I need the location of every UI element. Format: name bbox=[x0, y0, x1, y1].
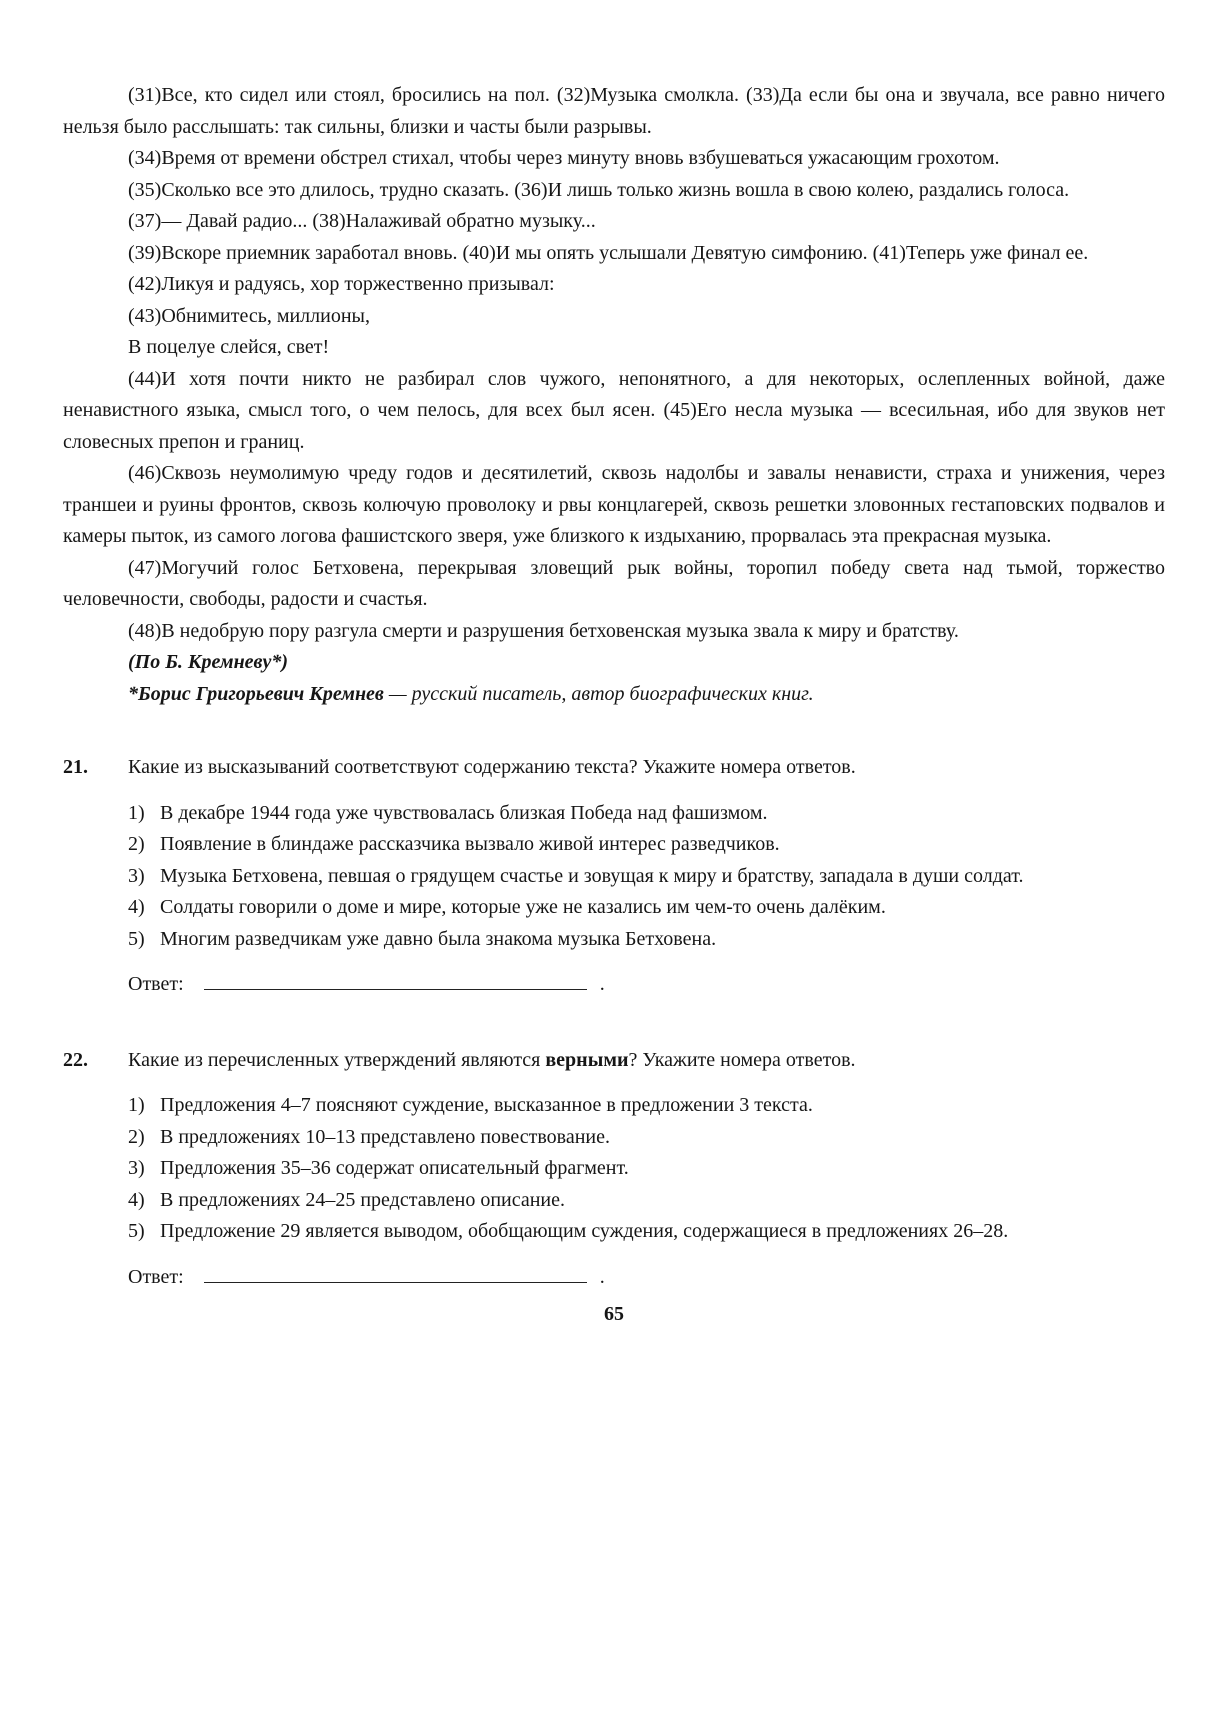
task-header bbox=[63, 752, 1165, 784]
answer-options bbox=[63, 1090, 1165, 1248]
option-item bbox=[128, 1153, 1165, 1185]
passage-paragraph: (37)— Давай радио... (38)Налаживай обратно музыку... bbox=[128, 210, 596, 232]
passage-paragraph: (44)И хотя почти никто не разбирал слов чужого, непонятного, а для некоторых, ослепленных войной, даже ненавистного языка, смысл того, о чем пелось, для всех был ясен. (45)Его несла музыка — всесильная, ибо для звуков нет словесных препон и границ. bbox=[63, 367, 1165, 453]
option-item bbox=[128, 892, 1165, 924]
task-22 bbox=[63, 1045, 1165, 1294]
verse-line: (43)Обнимитесь, миллионы, bbox=[128, 304, 370, 327]
option-number: 2) bbox=[128, 1125, 145, 1148]
passage-paragraph: (46)Сквозь неумолимую чреду годов и десятилетий, сквозь надолбы и завалы ненависти, страха и унижения, через траншеи и руины фронтов, сквозь колючую проволоку и рвы концлагерей, сквозь решетки зловонных гестаповских подвалов и камеры пыток, из самого логова фашистского зверя, уже близкого к издыханию, прорвалась эта прекрасная музыка. bbox=[63, 462, 1165, 547]
answer-row bbox=[128, 1262, 1165, 1294]
option-number: 5) bbox=[128, 1220, 145, 1242]
answer-options bbox=[63, 798, 1165, 956]
passage-paragraph: (47)Могучий голос Бетховена, перекрывая зловещий рык войны, торопил победу света над тьмой, торжество человечности, свободы, радости и счастья. bbox=[63, 556, 1165, 610]
task-number: 21. bbox=[63, 756, 88, 778]
author-footnote bbox=[63, 679, 1165, 711]
option-text: Многим разведчикам уже давно была знакома музыка Бетховена. bbox=[160, 927, 717, 950]
option-item bbox=[128, 924, 1165, 956]
option-text: В предложениях 10–13 представлено повествование. bbox=[160, 1125, 610, 1148]
option-item bbox=[128, 798, 1165, 830]
task-question: Какие из высказываний соответствуют содержанию текста? Укажите номера ответов. bbox=[128, 756, 856, 778]
answer-label: Ответ: bbox=[128, 1265, 184, 1288]
option-number: 3) bbox=[128, 1157, 145, 1179]
answer-suffix: . bbox=[599, 1265, 605, 1288]
source-attribution: (По Б. Кремневу*) bbox=[128, 651, 289, 673]
passage-paragraph: (48)В недобрую пору разгула смерти и разрушения бетховенская музыка звала к миру и братству. bbox=[128, 619, 959, 642]
verse-line: В поцелуе слейся, свет! bbox=[128, 336, 330, 358]
option-number: 5) bbox=[128, 927, 145, 950]
option-text: В предложениях 24–25 представлено описание. bbox=[160, 1188, 566, 1211]
option-text: Появление в блиндаже рассказчика вызвало живой интерес разведчиков. bbox=[160, 833, 780, 855]
option-text: В декабре 1944 года уже чувствовалась близкая Победа над фашизмом. bbox=[160, 801, 768, 824]
task-header bbox=[63, 1045, 1165, 1077]
passage-paragraph: (35)Сколько все это длилось, трудно сказать. (36)И лишь только жизнь вошла в свою колею, раздались голоса. bbox=[128, 178, 1070, 201]
answer-label: Ответ: bbox=[128, 973, 184, 995]
option-text: Солдаты говорили о доме и мире, которые уже не казались им чем-то очень далёким. bbox=[160, 896, 886, 918]
question-emphasis: верными bbox=[545, 1048, 629, 1071]
passage-paragraph: (31)Все, кто сидел или стоял, бросились на пол. (32)Музыка смолкла. (33)Да если бы она и звучала, все равно ничего нельзя было расслышать: так сильны, близки и часты были разрывы. bbox=[63, 84, 1165, 138]
reading-passage bbox=[63, 80, 1165, 710]
task-21 bbox=[63, 752, 1165, 1001]
option-item bbox=[128, 829, 1165, 861]
option-text: Предложение 29 является выводом, обобщающим суждения, содержащиеся в предложениях 26–28. bbox=[160, 1220, 1009, 1242]
option-number: 4) bbox=[128, 1188, 145, 1211]
passage-paragraph: (42)Ликуя и радуясь, хор торжественно призывал: bbox=[128, 273, 555, 295]
answer-blank bbox=[204, 971, 587, 990]
option-text: Предложения 4–7 поясняют суждение, высказанное в предложении 3 текста. bbox=[160, 1094, 813, 1116]
footnote-author-name: *Борис Григорьевич Кремнев bbox=[128, 682, 384, 705]
option-item bbox=[128, 1185, 1165, 1217]
option-item bbox=[128, 1090, 1165, 1122]
footnote-description: — русский писатель, автор биографических книг. bbox=[383, 682, 814, 705]
question-text: ? Укажите номера ответов. bbox=[628, 1048, 856, 1071]
option-item bbox=[128, 1216, 1165, 1248]
option-text: Музыка Бетховена, певшая о грядущем счастье и зовущая к миру и братству, западала в души солдат. bbox=[160, 864, 1024, 887]
page-number: 65 bbox=[604, 1303, 624, 1325]
option-number: 1) bbox=[128, 1094, 145, 1116]
option-item bbox=[128, 861, 1165, 893]
passage-paragraph: (39)Вскоре приемник заработал вновь. (40)И мы опять услышали Девятую симфонию. (41)Теперь уже финал ее. bbox=[128, 241, 1089, 264]
question-text: Какие из перечисленных утверждений являются bbox=[128, 1048, 546, 1071]
answer-suffix: . bbox=[599, 973, 605, 995]
option-number: 4) bbox=[128, 896, 145, 918]
option-number: 3) bbox=[128, 864, 145, 887]
passage-paragraph: (34)Время от времени обстрел стихал, чтобы через минуту вновь взбушеваться ужасающим грохотом. bbox=[128, 147, 1000, 169]
option-item bbox=[128, 1122, 1165, 1154]
option-number: 1) bbox=[128, 801, 145, 824]
answer-row bbox=[128, 969, 1165, 1001]
option-number: 2) bbox=[128, 833, 145, 855]
option-text: Предложения 35–36 содержат описательный фрагмент. bbox=[160, 1157, 629, 1179]
task-question bbox=[128, 1045, 1165, 1077]
task-number: 22. bbox=[63, 1048, 88, 1071]
answer-blank bbox=[204, 1264, 587, 1283]
